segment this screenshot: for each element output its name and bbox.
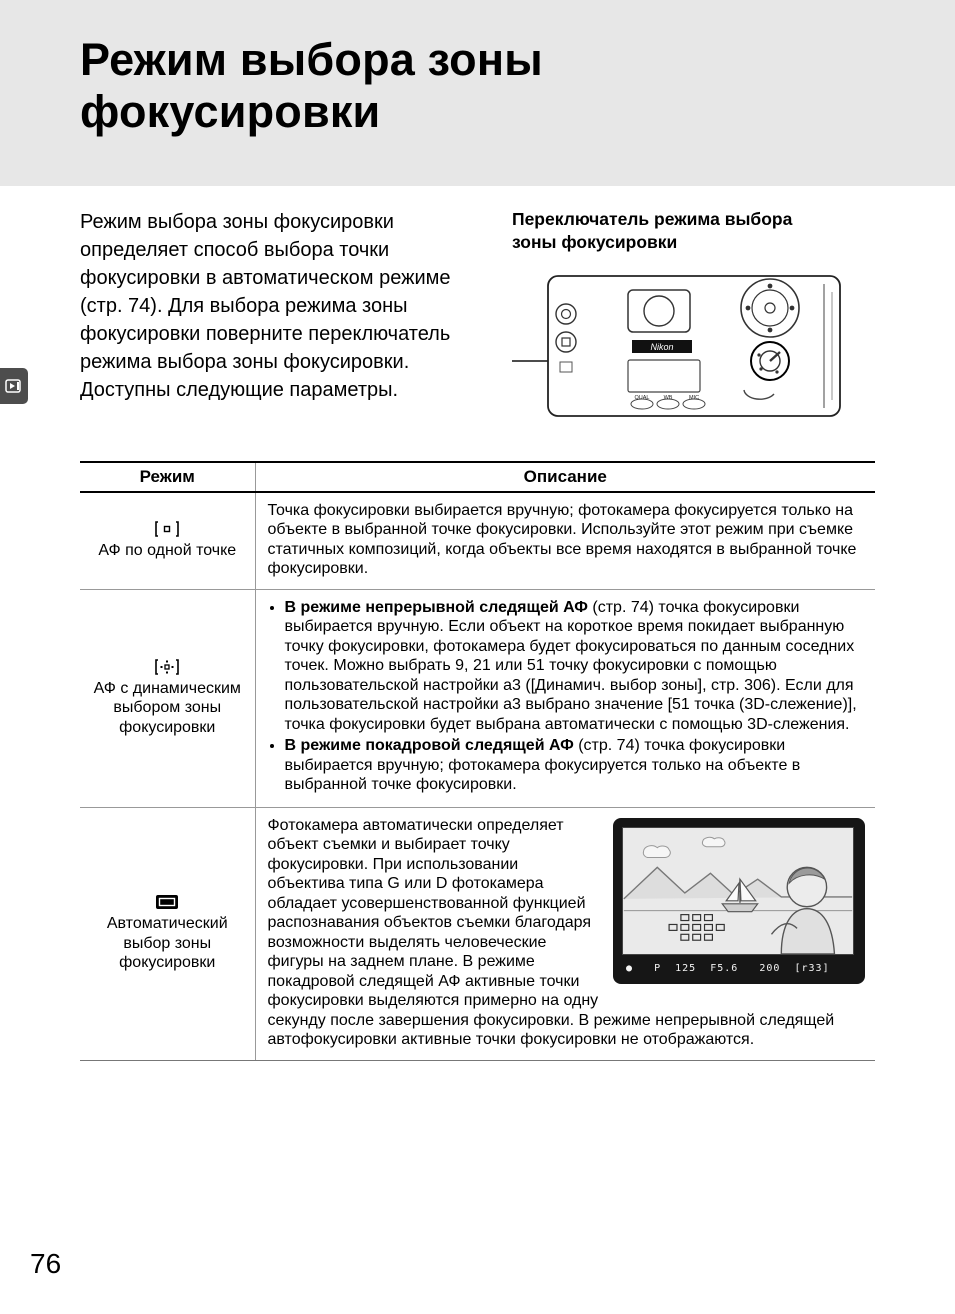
button-label-mic: MIC	[688, 394, 700, 401]
camera-back-illustration	[512, 262, 857, 435]
brand-label: Nikon	[650, 341, 674, 352]
table-row-dynamic-area	[80, 589, 875, 807]
table-row-auto-area	[80, 807, 875, 1060]
bullet-single-servo-af	[285, 736, 866, 795]
intro-section	[0, 208, 955, 435]
selector-figure-heading: Переключатель режима выбора зоны фокусировки	[512, 209, 793, 252]
selector-figure-column	[512, 208, 857, 435]
table-header-row	[80, 462, 875, 492]
intro-paragraph: Режим выбора зоны фокусировки определяет способ выбора точки фокусировки в автоматическом режиме (стр. 74). Для выбора режима зоны фокусировки поверните переключатель режима выбора зоны фокусировки. Доступны следующие параметры.	[80, 211, 451, 401]
bullet-continuous-af-text: (стр. 74) точка фокусировки выбирается вручную. Если объект на короткое время покидает выбранную точку фокусировки, фотокамера будет фокусироваться по данным соседних точек. Можно выбрать 9, 21 или 51 точку фокусировки с помощью пользовательской настройки a3 ([Динамич. выбор зоны], стр. 306). Если для пользовательской настройки a3 выбрано значение [51 точка (3D-слежение)], точка фокусировки будет выбрана автоматически с помощью 3D-слежения.	[284, 598, 857, 733]
mode-label-auto-area: Автоматический выбор зоны фокусировки	[106, 915, 228, 972]
description-cell-dynamic-area	[255, 589, 875, 807]
dynamic-area-bullet-list	[268, 598, 866, 795]
bullet-single-servo-af-lead: В режиме покадровой следящей АФ	[284, 737, 574, 754]
chapter-side-tab	[0, 368, 28, 404]
bullet-single-servo-af-text: (стр. 74) точка фокусировки выбирается вручную; фотокамера фокусируется только на объекте в выбранной точке фокусировки.	[284, 737, 801, 793]
page-title: Режим выбора зоны фокусировки	[80, 34, 543, 138]
focus-mode-table	[80, 461, 875, 1061]
mode-cell-auto-area	[80, 807, 255, 1060]
single-point-description: Точка фокусировки выбирается вручную; фотокамера фокусируется только на объекте в выбранной точке фокусировки. Используйте этот режим при съемке статичных композиций, когда объекты все время находятся в выбранной точке фокусировки.	[267, 501, 857, 577]
mode-cell-dynamic-area	[80, 589, 255, 807]
button-label-qual: QUAL	[634, 394, 650, 401]
page-number: 76	[30, 1248, 62, 1279]
description-cell-single-point	[255, 492, 875, 590]
description-cell-auto-area	[255, 807, 875, 1060]
auto-area-description: Фотокамера автоматически определяет объект съемки и выбирает точку фокусировки. При использовании объектива типа G или D фотокамера обладает усовершенствованной функцией распознавания объектов съемки благодаря возможности выделять человеческие фигуры на заднем плане. В режиме покадровой следящей АФ активные точки фокусировки выделяются примерно на одну секунду после завершения фокусировки. В режиме непрерывной следящей автофокусировки активные точки фокусировки не отображаются.	[267, 816, 835, 1048]
description-column-header: Описание	[255, 462, 875, 492]
mode-cell-single-point	[80, 492, 255, 590]
mode-column-header: Режим	[80, 462, 255, 492]
camera-back-drawing	[512, 262, 857, 430]
bullet-continuous-af	[285, 598, 866, 735]
viewfinder-scene	[622, 827, 854, 955]
dynamic-area-af-icon	[155, 659, 179, 675]
mode-label-single-point: АФ по одной точке	[98, 541, 237, 559]
af-area-selector-switch	[751, 342, 789, 380]
button-label-wb: WB	[663, 394, 673, 401]
mode-label-dynamic-area: АФ с динамическим выбором зоны фокусировки	[93, 679, 241, 736]
af-chapter-icon	[5, 378, 23, 394]
single-point-af-icon	[155, 521, 179, 537]
page-title-block	[0, 0, 955, 186]
bullet-continuous-af-lead: В режиме непрерывной следящей АФ	[284, 598, 588, 616]
viewfinder-readout: ● P 125 F5.6 200 [r33]	[626, 962, 830, 974]
table-row-single-point	[80, 492, 875, 590]
viewfinder-figure	[613, 818, 865, 985]
auto-area-af-icon	[155, 894, 179, 910]
